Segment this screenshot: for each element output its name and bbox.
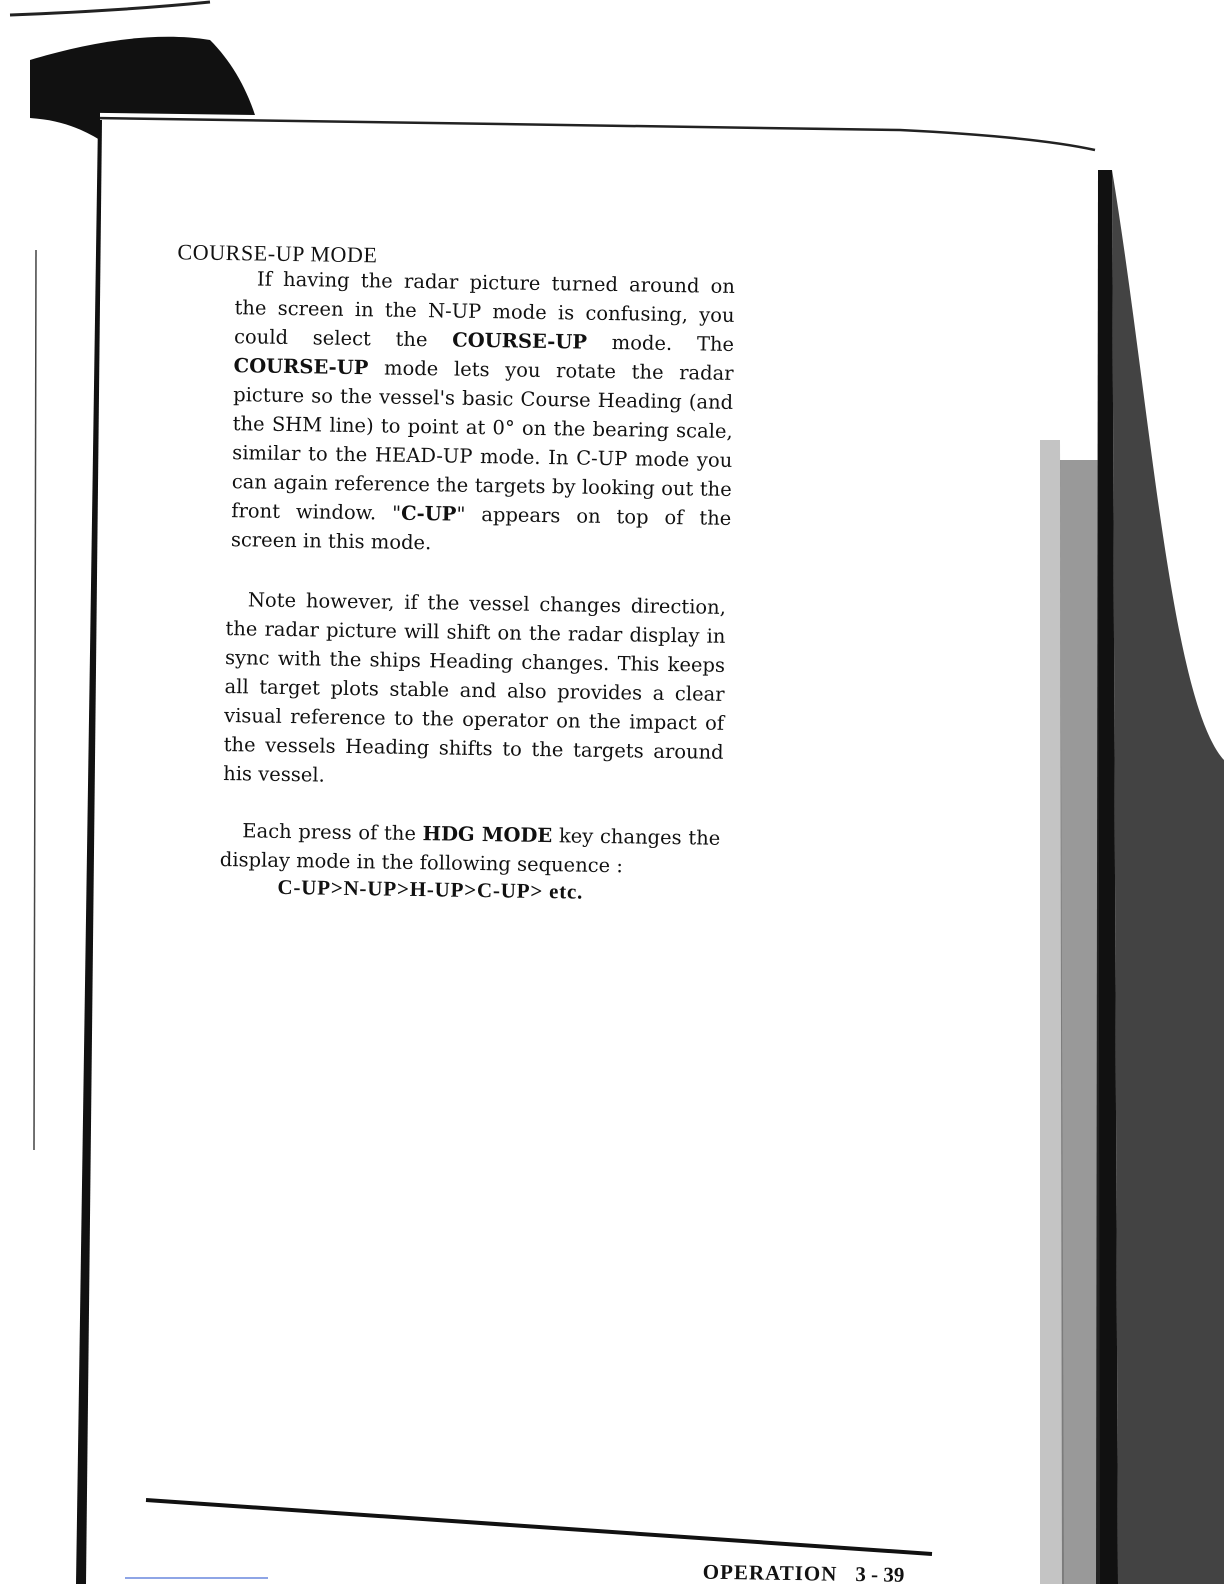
paragraph-course-up-intro <box>231 264 735 562</box>
paragraph-text: mode. The <box>586 330 735 356</box>
paragraph-text: Note however, if the vessel changes direction, the radar picture will shift on the radar display in sync with the ships Heading changes. This keeps all target plots stable and also provides a clear visual reference to the operator on the impact of the vessels Heading shifts to the targets around his vessel. <box>223 588 727 787</box>
paragraph-text: mode lets you rotate the radar picture so the vessel's basic Course Heading (and the SHM line) to point at 0° on the bearing scale, similar to the HEAD-UP mode. In C-UP mode you can again reference the targets by looking out the front window. " <box>231 356 734 525</box>
paragraph-text: " appears on top of the screen in this mode. <box>230 502 732 555</box>
bold-term: COURSE-UP <box>233 354 369 380</box>
paragraph-heading-change-note <box>223 585 726 796</box>
paragraph-text: If having the radar picture turned around on the screen in the N-UP mode is confusing, you could select the <box>233 267 736 352</box>
page-number: 3 - 39 <box>855 1562 905 1587</box>
paragraph-hdg-mode-key <box>220 816 721 882</box>
section-heading: COURSE-UP MODE <box>177 239 378 268</box>
mode-sequence: C-UP>N-UP>H-UP>C-UP> etc. <box>277 874 584 904</box>
footer-section: OPERATION <box>702 1559 838 1586</box>
bold-term: HDG MODE <box>422 822 553 848</box>
bold-term: C-UP <box>400 501 457 526</box>
bold-term: COURSE-UP <box>452 328 588 354</box>
paragraph-text: key changes the display mode in the following sequence : <box>219 824 721 878</box>
paragraph-text: Each press of the <box>242 819 423 846</box>
